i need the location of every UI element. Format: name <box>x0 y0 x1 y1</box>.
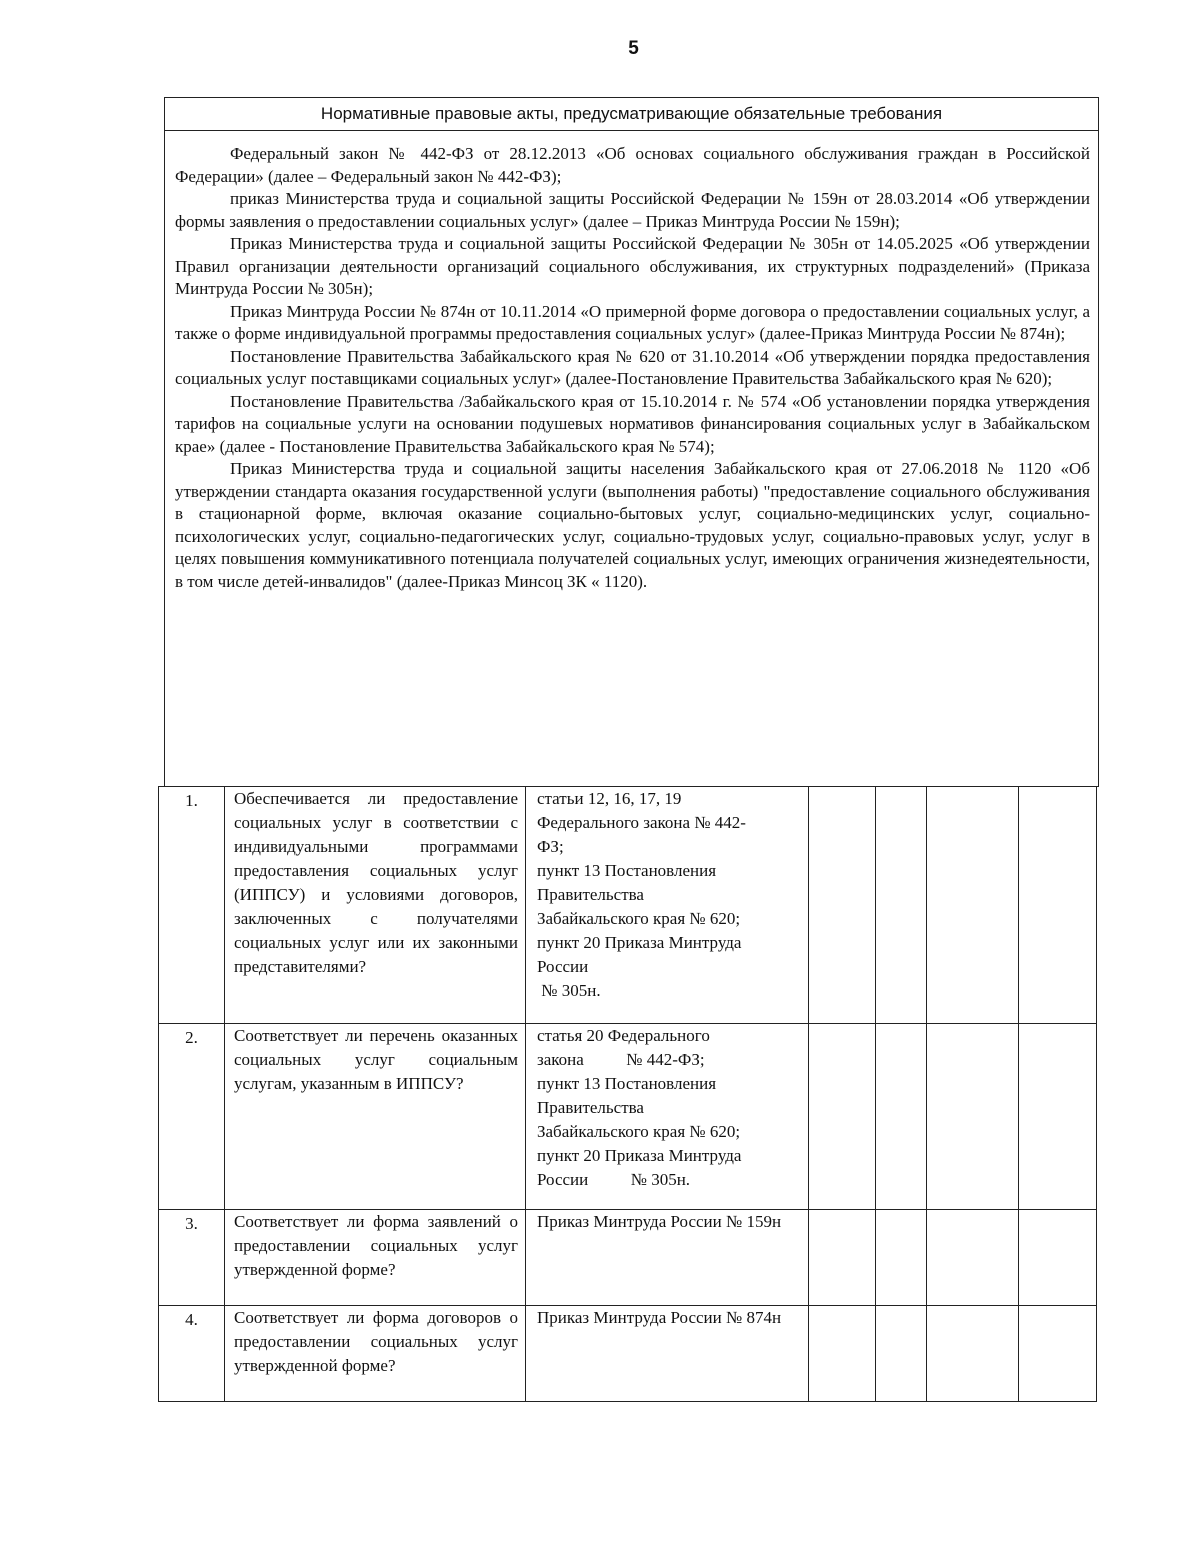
answer-cell <box>927 1024 1019 1210</box>
answer-cell <box>927 787 1019 1024</box>
legal-acts-list <box>165 131 1098 593</box>
legal-act-paragraph: Постановление Правительства Забайкальского края № 620 от 31.10.2014 «Об утверждении порядка предоставления социальных услуг поставщиками социальных услуг» (далее-Постановление Правительства Забайкальского края № 620); <box>175 346 1090 388</box>
reference-line: пункт 20 Приказа Минтруда <box>537 933 742 952</box>
row-number: 1. <box>159 787 225 1024</box>
reference-line: России <box>537 957 589 976</box>
answer-cell <box>809 1210 876 1306</box>
reference-line: Правительства <box>537 1098 644 1117</box>
legal-reference <box>526 1306 809 1402</box>
legal-reference <box>526 1024 809 1210</box>
answer-cell <box>1019 1024 1097 1210</box>
answer-cell <box>876 1024 927 1210</box>
reference-line: пункт 13 Постановления <box>537 1074 717 1093</box>
row-number: 2. <box>159 1024 225 1210</box>
checklist-question: Соответствует ли перечень оказанных социальных услуг социальным услугам, указанным в ИППСУ? <box>225 1024 526 1210</box>
reference-line: № 305н. <box>537 981 601 1000</box>
legal-acts-section <box>164 97 1099 787</box>
page-number: 5 <box>628 38 639 59</box>
reference-line: статья 20 Федерального <box>537 1026 710 1045</box>
reference-line: закона № 442-ФЗ; <box>537 1050 705 1069</box>
answer-cell <box>809 1306 876 1402</box>
answer-cell <box>876 787 927 1024</box>
legal-act-paragraph: Федеральный закон № 442-ФЗ от 28.12.2013 «Об основах социального обслуживания граждан в Российской Федерации» (далее – Федеральный закон № 442-ФЗ); <box>175 144 1090 186</box>
checklist-row <box>159 787 1097 1024</box>
answer-cell <box>876 1210 927 1306</box>
answer-cell <box>809 787 876 1024</box>
checklist-question: Обеспечивается ли предоставление социальных услуг в соответствии с индивидуальными программами предоставления социальных услуг (ИППСУ) и условиями договоров, заключенных с получателями социальных услуг или их законными представителями? <box>225 787 526 1024</box>
reference-line: Федерального закона № 442- <box>537 813 746 832</box>
reference-line: Приказ Минтруда России № 874н <box>537 1308 782 1327</box>
answer-cell <box>927 1210 1019 1306</box>
row-number: 4. <box>159 1306 225 1402</box>
legal-act-paragraph: приказ Министерства труда и социальной защиты Российской Федерации № 159н от 28.03.2014 «Об утверждении формы заявления о предоставлении социальных услуг» (далее – Приказ Минтруда России № 159н); <box>175 189 1090 231</box>
legal-act-paragraph: Приказ Министерства труда и социальной защиты Российской Федерации № 305н от 14.05.2025 «Об утверждении Правил организации деятельности организаций социального обслуживания, их структурных подразделений» (Приказа Минтруда России № 305н); <box>175 234 1090 298</box>
answer-cell <box>1019 1210 1097 1306</box>
checklist-row <box>159 1024 1097 1210</box>
legal-reference <box>526 1210 809 1306</box>
reference-line: пункт 20 Приказа Минтруда <box>537 1146 742 1165</box>
row-number: 3. <box>159 1210 225 1306</box>
legal-acts-header: Нормативные правовые акты, предусматривающие обязательные требования <box>165 98 1098 131</box>
answer-cell <box>1019 1306 1097 1402</box>
checklist-row <box>159 1306 1097 1402</box>
answer-cell <box>1019 787 1097 1024</box>
reference-line: статьи 12, 16, 17, 19 <box>537 789 682 808</box>
checklist-question: Соответствует ли форма заявлений о предоставлении социальных услуг утвержденной форме? <box>225 1210 526 1306</box>
checklist-row <box>159 1210 1097 1306</box>
answer-cell <box>927 1306 1019 1402</box>
reference-line: Приказ Минтруда России № 159н <box>537 1212 782 1231</box>
answer-cell <box>809 1024 876 1210</box>
reference-line: Забайкальского края № 620; <box>537 909 741 928</box>
reference-line: Правительства <box>537 885 644 904</box>
legal-act-paragraph: Приказ Минтруда России № 874н от 10.11.2014 «О примерной форме договора о предоставлении социальных услуг, а также о форме индивидуальной программы предоставления социальных услуг» (далее-Приказ Минтруда России № 874н); <box>175 301 1090 343</box>
legal-reference <box>526 787 809 1024</box>
checklist-table <box>158 786 1097 1402</box>
answer-cell <box>876 1306 927 1402</box>
checklist-question: Соответствует ли форма договоров о предоставлении социальных услуг утвержденной форме? <box>225 1306 526 1402</box>
legal-act-paragraph: Приказ Министерства труда и социальной защиты населения Забайкальского края от 27.06.2018 № 1120 «Об утверждении стандарта оказания государственной услуги (выполнения работы) "предоставление социального обслуживания в стационарной форме, включая оказание социально-бытовых услуг, социально-медицинских услуг, социально-психологических услуг, социально-педагогических услуг, социально-трудовых услуг, социально-правовых услуг, услуг в целях повышения коммуникативного потенциала получателей социальных услуг, имеющих ограничения жизнедеятельности, в том числе детей-инвалидов" (далее-Приказ Минсоц ЗК « 1120). <box>175 459 1090 591</box>
reference-line: ФЗ; <box>537 837 564 856</box>
reference-line: пункт 13 Постановления <box>537 861 717 880</box>
reference-line: России № 305н. <box>537 1170 691 1189</box>
reference-line: Забайкальского края № 620; <box>537 1122 741 1141</box>
legal-act-paragraph: Постановление Правительства /Забайкальского края от 15.10.2014 г. № 574 «Об установлении порядка утверждения тарифов на социальные услуги на основании подушевых нормативов финансирования социальных услуг в Забайкальском крае» (далее - Постановление Правительства Забайкальского края № 574); <box>175 391 1090 456</box>
